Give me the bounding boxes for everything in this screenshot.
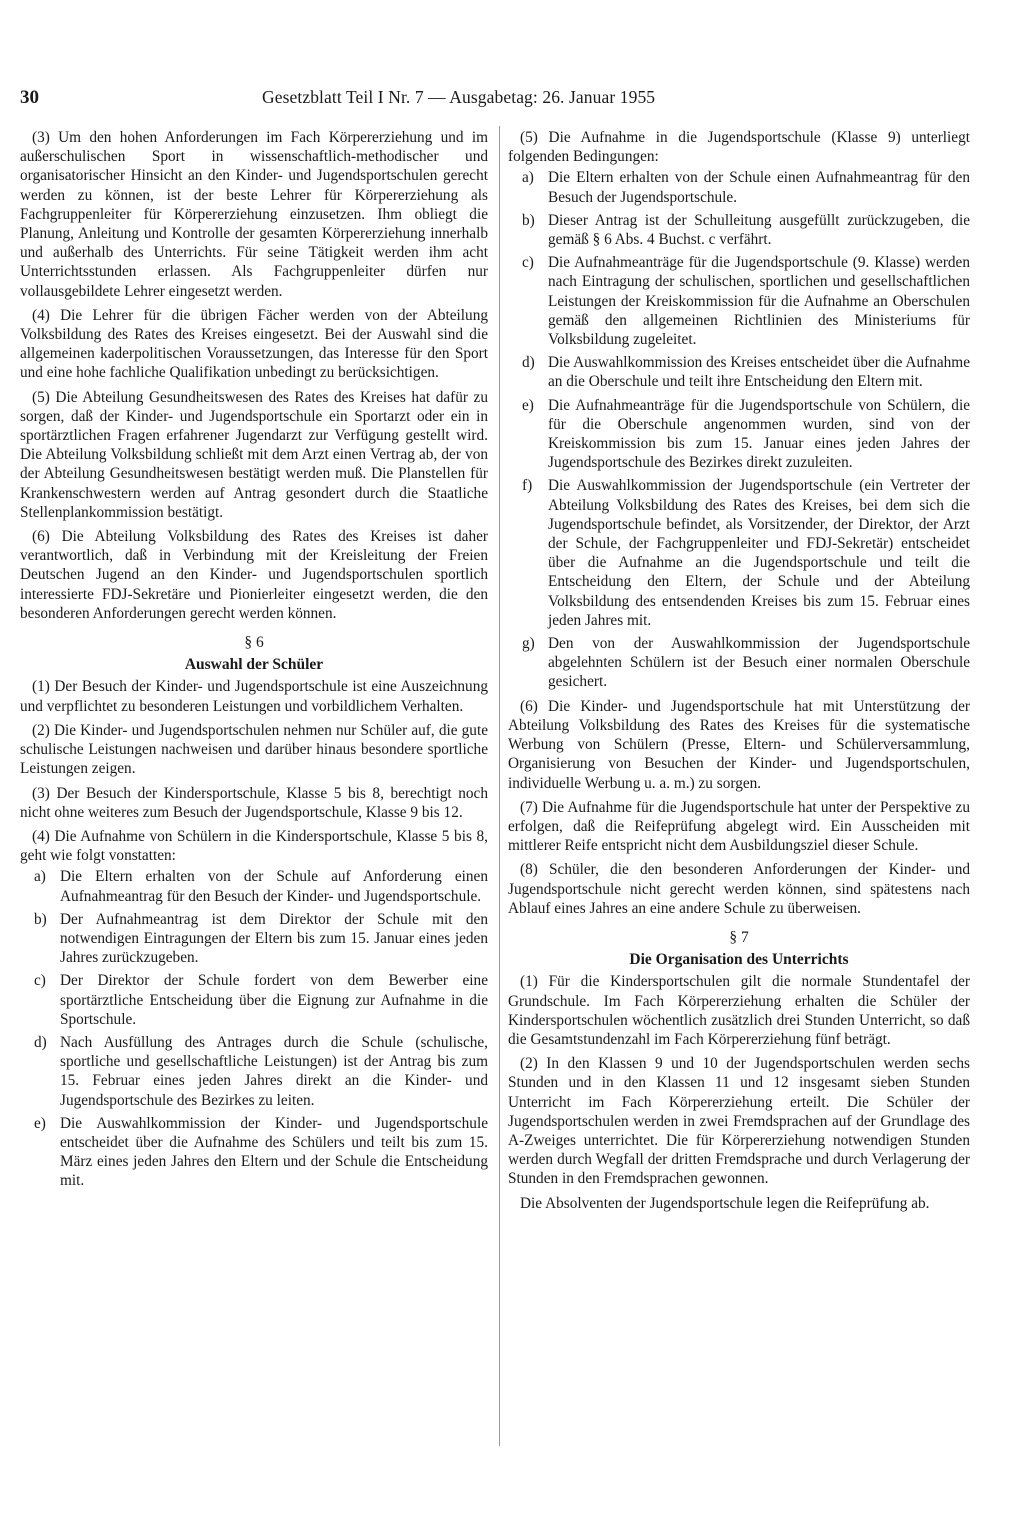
list-item [20,1114,488,1191]
list-item [20,971,488,1029]
list-item-label: b) [34,910,47,928]
paragraph-3: (3) Um den hohen Anforderungen im Fach Körpererziehung und im außerschulischen Sport in wissenschaftlich-methodischer und organisatorischer Hinsicht an den Kinder- und Jugendsportschulen gerecht werden zu können, ist der beste Lehrer für Körpererziehung als Fachgruppenleiter für Körpererziehung einzusetzen. Ihm obliegt die Planung, Anleitung und Kontrolle der gesamten Körpererziehung innerhalb und außerhalb des Unterrichts. Für seine Tätigkeit werden ihm acht Unterrichtsstunden erlassen. Als Fachgruppenleiter dürfen nur vollausgebildete Lehrer eingesetzt werden. [20,129,488,300]
list-item-label: g) [522,635,535,653]
list-item-label: f) [522,477,533,495]
section-7-paragraph-1: (1) Für die Kindersportschulen gilt die normale Stundentafel der Grundschule. Im Fach Körpererziehung erhalten die Schüler der Kindersportschulen wöchentlich zusätzlich drei Stunden Unterricht, so daß die Gesamtstundenzahl im Fach Körpererziehung fünf beträgt. [508,973,970,1048]
list-item-label: a) [34,868,46,886]
list-item [508,253,970,349]
paragraph-6: (6) Die Abteilung Volksbildung des Rates des Kreises ist daher verantwortlich, daß in Verbindung mit der Kreisleitung der Freien Deutschen Jugend an den Kinder- und Jugendsportschulen sportlich interessierte FDJ-Sekretäre und Pionierleiter eingesetzt werden, die den besonderen Anforderungen gerecht werden können. [20,528,488,622]
section-7-title: Die Organisation des Unterrichts [629,951,849,969]
list-item-text: Die Auswahlkommission des Kreises entscheidet über die Aufnahme an die Oberschule und teilt ihre Entscheidung den Eltern mit. [548,354,970,391]
list-item [508,168,970,206]
section-6-title: Auswahl der Schüler [184,656,324,674]
page-header [20,88,755,114]
section-6-number: § 6 [244,634,264,652]
section-6-paragraph-2: (2) Die Kinder- und Jugendsportschulen nehmen nur Schüler auf, die gute schulische Leistungen nachweisen und darüber hinaus besondere sportliche Leistungen zeigen. [20,721,488,778]
list-item-text: Nach Ausfüllung des Antrages durch die Schule (schulische, sportliche und gesellschaftliche Leistungen) ist der Antrag bis zum 15. Februar eines jeden Jahres direkt an die Kinder- und Jugendsportschule des Bezirkes zu leiten. [60,1033,488,1109]
list-item [20,910,488,968]
list-item-text: Die Auswahlkommission der Jugendsportschule (ein Vertreter der Abteilung Volksbildung des Rates des Kreises, bei dem sich die Jugendsportschule befindet, als Vorsitzender, der Direktor, der Arzt der Schule, der Fachgruppenleiter und FDJ-Sekretär) entscheidet über die Aufnahme an die Jugendsportschule und teilt die Entscheidung den Eltern, der Schule und der Abteilung Volksbildung des entsendenden Kreises bis zum 15. Februar eines jeden Jahres mit. [548,477,970,629]
list-item [508,211,970,249]
list-item-text: Den von der Auswahlkommission der Jugendsportschule abgelehnten Schülern ist der Besuch einer normalen Oberschule gesichert. [548,635,970,691]
list-item [20,1033,488,1110]
column-divider [499,126,500,1446]
page-number: 30 [20,87,39,108]
section-7-paragraph-3: Die Absolventen der Jugendsportschule legen die Reifeprüfung ab. [520,1194,930,1212]
list-item-label: d) [522,354,535,372]
list-item-text: Die Auswahlkommission der Kinder- und Jugendsportschule entscheidet über die Aufnahme des Schülers und teilt bis zum 15. März eines jeden Jahres den Eltern und der Schule die Entscheidung mit. [60,1114,488,1190]
list-item-label: c) [522,254,534,272]
right-column [508,128,970,1218]
list-item-text: Die Aufnahmeanträge für die Jugendsportschule von Schülern, die für die Oberschule angenommen wurden, sind von der Kreiskommission bis zum 15. Januar eines jeden Jahres der Jugendsportschule des Bezirkes direkt zuzuleiten. [548,396,970,472]
list-item [20,867,488,905]
list-item [508,634,970,692]
section-6-paragraph-4-list [20,867,488,1190]
left-column [20,128,488,1196]
list-item-text: Dieser Antrag ist der Schulleitung ausgefüllt zurückzugeben, die gemäß § 6 Abs. 4 Buchst. c verfährt. [548,211,970,249]
list-item [508,476,970,630]
list-item-text: Der Direktor der Schule fordert von dem Bewerber eine sportärztliche Entscheidung über die Eignung zur Aufnahme in die Sportschule. [60,972,488,1028]
list-item-text: Die Eltern erhalten von der Schule einen Aufnahmeantrag für den Besuch der Jugendsportschule. [548,169,970,206]
paragraph-6-right: (6) Die Kinder- und Jugendsportschule hat mit Unterstützung der Abteilung Volksbildung des Rates des Kreises für die systematische Werbung von Schülern (Presse, Eltern- und Schülerversammlung, Organisierung von Besuchen der Kinder- und Jugendsportschulen, individuelle Werbung u. a. m.) zu sorgen. [508,697,970,792]
list-item [508,353,970,391]
paragraph-5-intro: (5) Die Aufnahme in die Jugendsportschule (Klasse 9) unterliegt folgenden Bedingungen: [508,129,970,166]
section-6-paragraph-1: (1) Der Besuch der Kinder- und Jugendsportschule ist eine Auszeichnung und verpflichtet zu besonderen Leistungen und vorbildlichem Verhalten. [20,678,488,715]
paragraph-5: (5) Die Abteilung Gesundheitswesen des Rates des Kreises hat dafür zu sorgen, daß der Kinder- und Jugendsportschule ein Sportarzt oder ein in sportärztlichen Fragen erfahrener Jugendarzt zur Verfügung gestellt wird. Die Abteilung Volksbildung schließt mit dem Arzt einen Vertrag ab, der von der Abteilung Gesundheitswesen bestätigt werden muß. Die Planstellen für Krankenschwestern werden auf Antrag gesondert durch die Staatliche Stellenplankommission bestätigt. [20,388,488,521]
section-7-paragraph-2: (2) In den Klassen 9 und 10 der Jugendsportschulen werden sechs Stunden und in den Klassen 11 und 12 insgesamt sieben Stunden Unterricht im Fach Körpererziehung erteilt. Die Schüler der Jugendsportschulen werden in zwei Fremdsprachen auf der Grundlage des A-Zweiges unterrichtet. Die für Körpererziehung notwendigen Stunden werden durch Wegfall der dritten Fremdsprache und durch Verlagerung der Stunden in den Fremdsprachen gewonnen. [508,1055,970,1188]
section-6-paragraph-4-intro: (4) Die Aufnahme von Schülern in die Kindersportschule, Klasse 5 bis 8, geht wie folgt vonstatten: [20,827,488,865]
list-item-label: d) [34,1033,47,1051]
paragraph-8: (8) Schüler, die den besonderen Anforderungen der Kinder- und Jugendsportschule nicht gerecht werden können, sind spätestens nach Ablauf eines Jahres an eine andere Schule zu überweisen. [508,861,970,917]
section-7-number: § 7 [729,928,749,946]
list-item-text: Die Aufnahmeanträge für die Jugendsportschule (9. Klasse) werden nach Eintragung der schulischen, sportlichen und gesellschaftlichen Leistungen der Kreiskommission für die Aufnahme an Oberschulen gemäß den allgemeinen Richtlinien des Ministeriums für Volksbildung zugeleitet. [548,254,970,349]
paragraph-4: (4) Die Lehrer für die übrigen Fächer werden von der Abteilung Volksbildung des Rates des Kreises eingesetzt. Bei der Auswahl sind die allgemeinen kaderpolitischen Voraussetzungen, das Interesse für den Sport und eine hohe fachliche Qualifikation unbedingt zu berücksichtigen. [20,306,488,382]
list-item-label: c) [34,972,46,990]
list-item-text: Die Eltern erhalten von der Schule auf Anforderung einen Aufnahmeantrag für den Besuch der Kinder- und Jugendsportschule. [60,868,488,905]
paragraph-7: (7) Die Aufnahme für die Jugendsportschule hat unter der Perspektive zu erfolgen, daß die Reifeprüfung abgelegt wird. Ein Ausscheiden mit mittlerer Reife entspricht nicht dem Ausbildungsziel dieser Schule. [508,798,970,855]
list-item-label: a) [522,169,534,187]
paragraph-5-list [508,168,970,691]
list-item-label: e) [34,1114,46,1132]
list-item [508,396,970,473]
running-head: Gesetzblatt Teil I Nr. 7 — Ausgabetag: 26. Januar 1955 [262,87,656,107]
list-item-label: e) [522,396,534,414]
section-6-paragraph-3: (3) Der Besuch der Kindersportschule, Klasse 5 bis 8, berechtigt noch nicht ohne weiteres zum Besuch der Jugendsportschule, Klasse 9 bis 12. [20,784,488,821]
list-item-label: b) [522,211,535,229]
list-item-text: Der Aufnahmeantrag ist dem Direktor der Schule mit den notwendigen Eintragungen der Eltern bis zum 15. Januar eines jeden Jahres zurückzugeben. [60,910,488,967]
